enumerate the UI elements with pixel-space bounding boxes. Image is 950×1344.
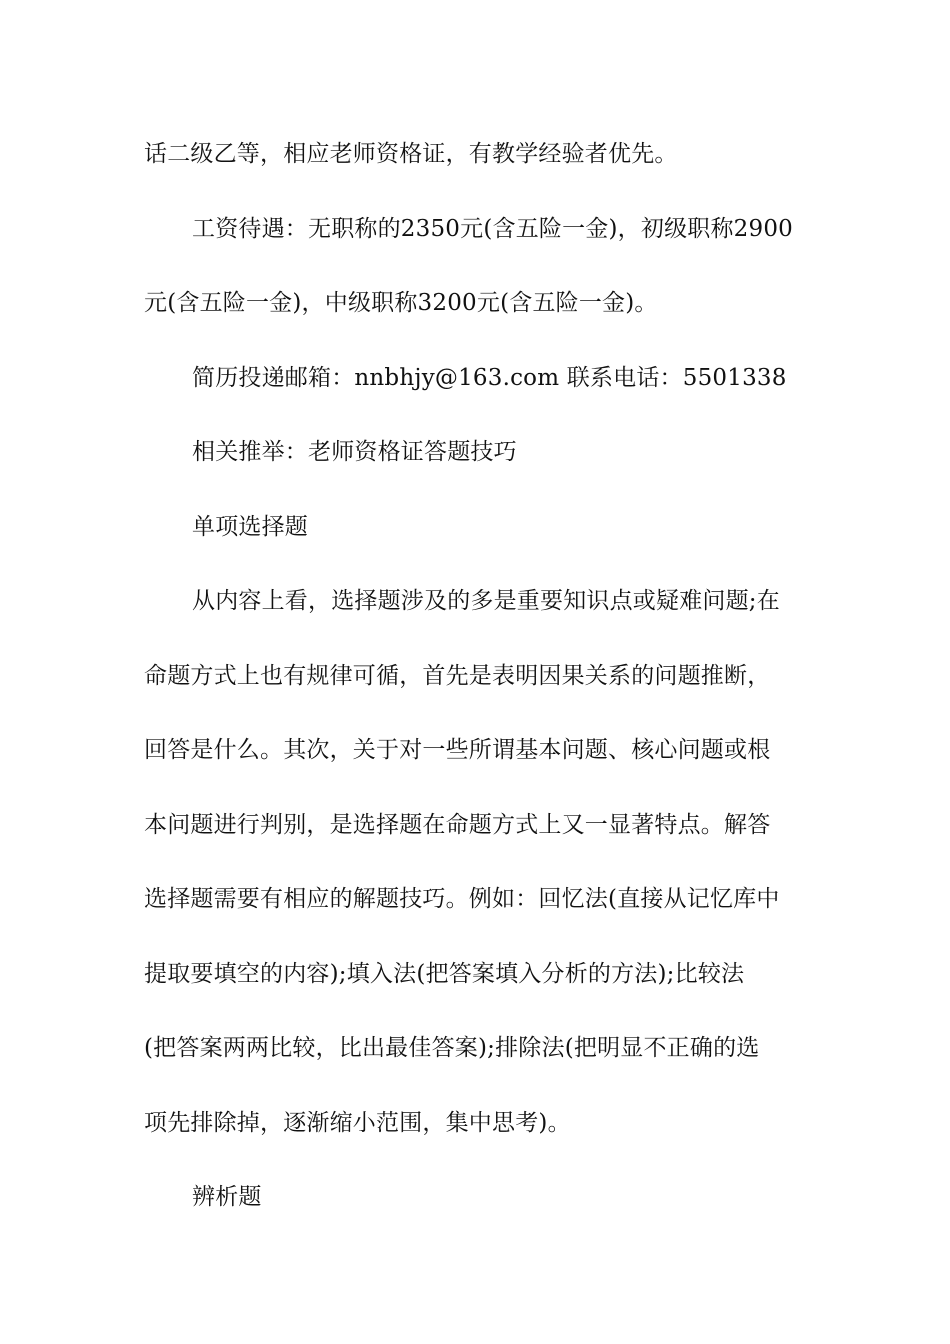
body-line: 选择题需要有相应的解题技巧。例如：回忆法(直接从记忆库中 xyxy=(144,886,780,912)
section-heading-analysis: 辨析题 xyxy=(192,1184,262,1210)
body-line: 本问题进行判别，是选择题在命题方式上又一显著特点。解答 xyxy=(144,811,771,838)
related-recommendation-line: 相关推举：老师资格证答题技巧 xyxy=(192,439,517,465)
salary-paragraph-line: 工资待遇：无职称的2350元(含五险一金)，初级职称2900 xyxy=(192,215,794,242)
section-heading-single-choice: 单项选择题 xyxy=(192,513,308,540)
document-body xyxy=(144,117,816,1235)
contact-line: 简历投递邮箱：nnbhjy@163.com 联系电话：5501338 xyxy=(192,364,787,391)
body-line: 项先排除掉，逐渐缩小范围，集中思考)。 xyxy=(144,1109,571,1136)
body-line: 命题方式上也有规律可循，首先是表明因果关系的问题推断， xyxy=(144,662,771,689)
body-line: 从内容上看，选择题涉及的多是重要知识点或疑难问题;在 xyxy=(192,588,780,614)
body-line: 回答是什么。其次，关于对一些所谓基本问题、核心问题或根 xyxy=(144,737,771,763)
body-line: (把答案两两比较，比出最佳答案);排除法(把明显不正确的选 xyxy=(144,1035,760,1061)
salary-paragraph-line: 元(含五险一金)，中级职称3200元(含五险一金)。 xyxy=(144,290,658,316)
body-line: 话二级乙等，相应老师资格证，有教学经验者优先。 xyxy=(144,141,678,167)
body-line: 提取要填空的内容);填入法(把答案填入分析的方法);比较法 xyxy=(144,960,745,987)
